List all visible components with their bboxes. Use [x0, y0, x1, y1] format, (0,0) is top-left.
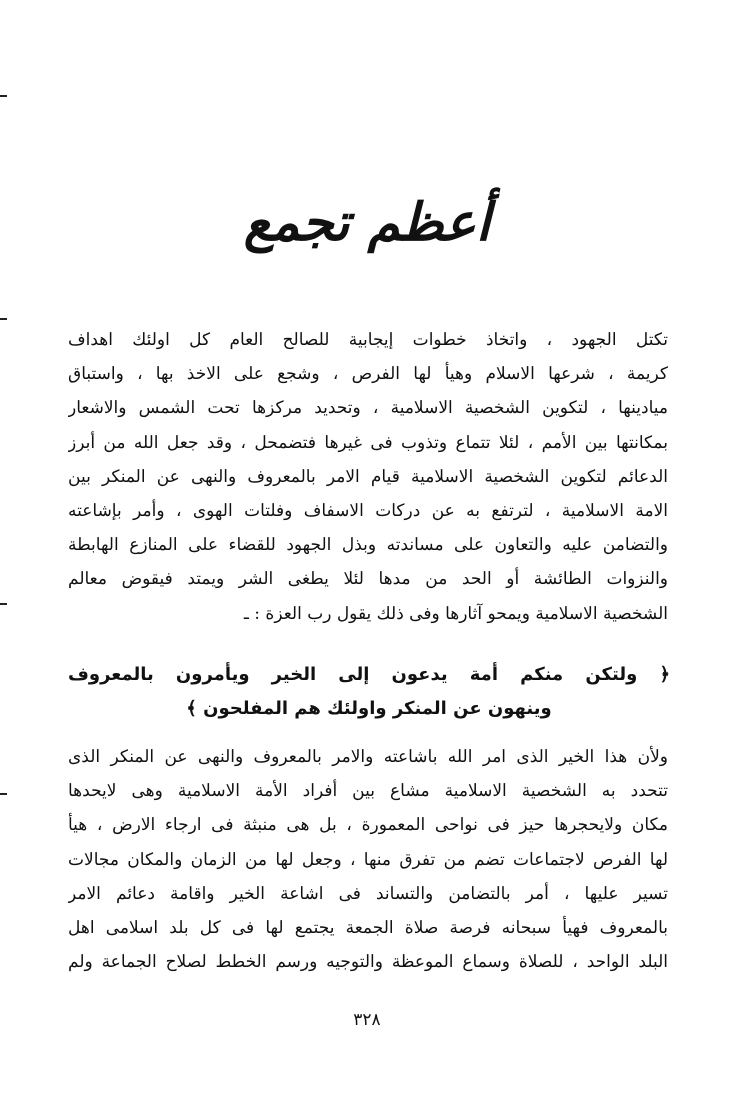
- text-line: الشخصية الاسلامية ويمحو آثارها وفى ذلك يقول رب العزة : ـ: [243, 603, 668, 624]
- text-line: البلد الواحد ، للصلاة وسماع الموعظة والتوجيه ورسم الخطط لصلاح الجماعة ولم: [68, 952, 668, 973]
- verse-close-mark: ﴾: [186, 698, 197, 719]
- text-line: مكان ولايحجرها حيز فى نواحى المعمورة ، بل هى منبثة فى ارجاء الارض ، هيأ: [68, 815, 668, 836]
- chapter-title: أعظم تجمع: [243, 192, 491, 253]
- verse-text-2: وينهون عن المنكر واولئك هم المفلحون: [203, 698, 552, 719]
- verse-text-1: ولتكن منكم أمة يدعون إلى الخير ويأمرون بالمعروف: [68, 664, 638, 685]
- text-line: ميادينها ، لتكوين الشخصية الاسلامية ، وتحديد مركزها تحت الشمس والاشعار: [68, 398, 668, 419]
- margin-mark: [0, 318, 7, 320]
- text-line: بالمعروف فهيأ سبحانه فرصة صلاة الجمعة يجتمع لها فى كل بلد اسلامى اهل: [68, 917, 668, 938]
- verse-open-mark: ﴿: [659, 664, 670, 685]
- verse-line-1: [68, 658, 670, 692]
- margin-mark: [0, 793, 7, 795]
- text-line: الامة الاسلامية ، لترتفع به عن دركات الاسفاف وفلتات الهوى ، وأمر بإشاعته: [68, 500, 668, 521]
- margin-mark: [0, 95, 7, 97]
- text-line: كريمة ، شرعها الاسلام وهيأ لها الفرص ، وشجع على الاخذ بها ، واستباق: [68, 364, 668, 385]
- text-line: تتحدد به الشخصية الاسلامية مشاع بين أفراد الأمة الاسلامية وهى لايحدها: [68, 781, 668, 802]
- text-line: والنزوات الطائشة أو الحد من مدها لئلا يطغى الشر ويمتد فيقوض معالم: [68, 569, 668, 590]
- paragraph-1: [68, 323, 668, 631]
- paragraph-2: [68, 740, 668, 979]
- text-line: تكتل الجهود ، واتخاذ خطوات إيجابية للصالح العام كل اولئك اهداف: [68, 330, 668, 350]
- text-line: لها الفرص لاجتماعات تضم من تفرق منها ، وجعل لها من الزمان والمكان مجالات: [68, 849, 668, 870]
- text-line: تسير عليها ، أمر بالتضامن والتساند فى اشاعة الخير واقامة دعائم الامر: [68, 883, 668, 904]
- quran-verse: [68, 658, 670, 726]
- text-line: ولأن هذا الخير الذى امر الله باشاعته والامر بالمعروف والنهى عن المنكر الذى: [68, 747, 668, 767]
- text-line: والتضامن عليه والتعاون على مساندته وبذل الجهود للقضاء على المنازع الهابطة: [68, 535, 668, 556]
- text-line: الدعائم لتكوين الشخصية الاسلامية قيام الامر بالمعروف والنهى عن المنكر بين: [68, 466, 668, 487]
- text-line: بمكانتها بين الأمم ، لئلا تتماع وتذوب فى غيرها فتضمحل ، وقد جعل الله من أبرز: [68, 432, 668, 453]
- verse-line-2: [68, 692, 670, 726]
- margin-mark: [0, 603, 7, 605]
- page-number: ٣٢٨: [353, 1010, 381, 1030]
